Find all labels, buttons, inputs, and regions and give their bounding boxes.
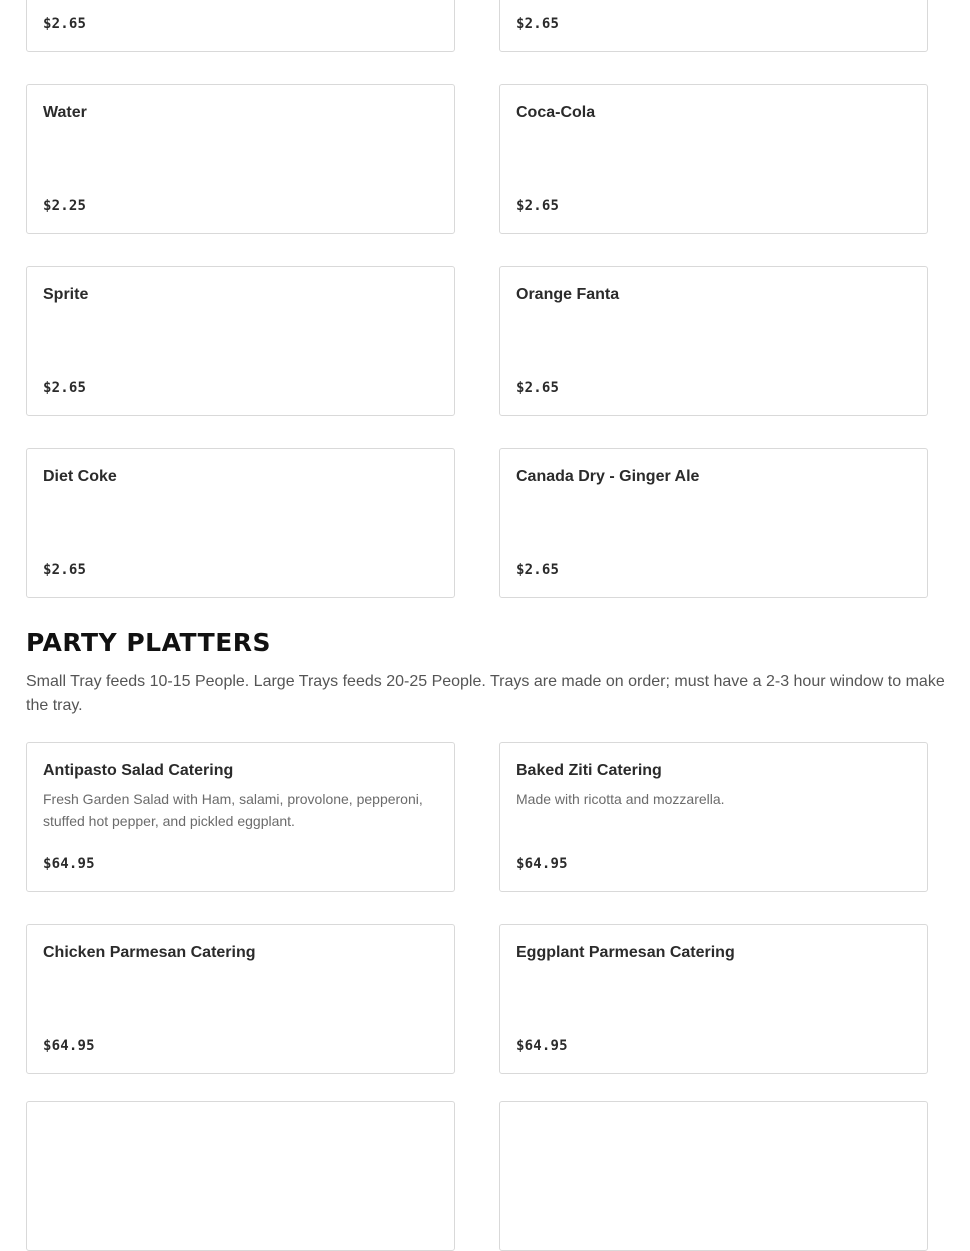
menu-item-price: $2.65 <box>43 380 87 396</box>
menu-item-card[interactable] <box>499 0 928 52</box>
menu-item-name: Water <box>43 104 87 121</box>
menu-item-card[interactable] <box>499 84 928 234</box>
section-description: Small Tray feeds 10-15 People. Large Trays feeds 20-25 People. Trays are made on order; must have a 2-3 hour window to make the tray. <box>26 673 945 714</box>
menu-item-card[interactable] <box>499 742 928 892</box>
menu-item-card[interactable] <box>499 266 928 416</box>
menu-item-name: Eggplant Parmesan Catering <box>516 944 735 961</box>
menu-item-price: $2.65 <box>516 198 560 214</box>
menu-item-card[interactable] <box>26 1101 455 1251</box>
menu-item-card[interactable] <box>499 448 928 598</box>
menu-item-price: $2.25 <box>43 198 87 214</box>
menu-item-name: Sprite <box>43 286 89 303</box>
menu-item-card[interactable] <box>26 266 455 416</box>
menu-item-card[interactable] <box>499 1101 928 1251</box>
menu-item-price: $64.95 <box>43 856 95 872</box>
menu-item-name: Canada Dry - Ginger Ale <box>516 468 700 485</box>
menu-item-card[interactable] <box>499 924 928 1074</box>
menu-item-price: $64.95 <box>516 856 568 872</box>
menu-item-name: Diet Coke <box>43 468 117 485</box>
menu-item-name: Coca-Cola <box>516 104 596 121</box>
menu-item-card[interactable] <box>26 924 455 1074</box>
menu-item-price: $2.65 <box>43 16 87 32</box>
menu-item-description: Fresh Garden Salad with Ham, salami, provolone, pepperoni, stuffed hot pepper, and pickled eggplant. <box>43 791 423 829</box>
menu-item-name: Antipasto Salad Catering <box>43 762 234 779</box>
menu-item-name: Baked Ziti Catering <box>516 762 662 779</box>
menu-item-price: $2.65 <box>516 16 560 32</box>
menu-item-description: Made with ricotta and mozzarella. <box>516 791 725 807</box>
menu-item-name: Chicken Parmesan Catering <box>43 944 256 961</box>
menu-item-price: $2.65 <box>43 562 87 578</box>
menu-item-price: $2.65 <box>516 562 560 578</box>
section-title: PARTY PLATTERS <box>26 628 272 657</box>
menu-item-price: $2.65 <box>516 380 560 396</box>
menu-item-card[interactable] <box>26 742 455 892</box>
menu-item-price: $64.95 <box>43 1038 95 1054</box>
menu-item-card[interactable] <box>26 448 455 598</box>
menu-item-name: Orange Fanta <box>516 286 620 303</box>
menu-item-card[interactable] <box>26 84 455 234</box>
menu-item-price: $64.95 <box>516 1038 568 1054</box>
menu-item-card[interactable] <box>26 0 455 52</box>
